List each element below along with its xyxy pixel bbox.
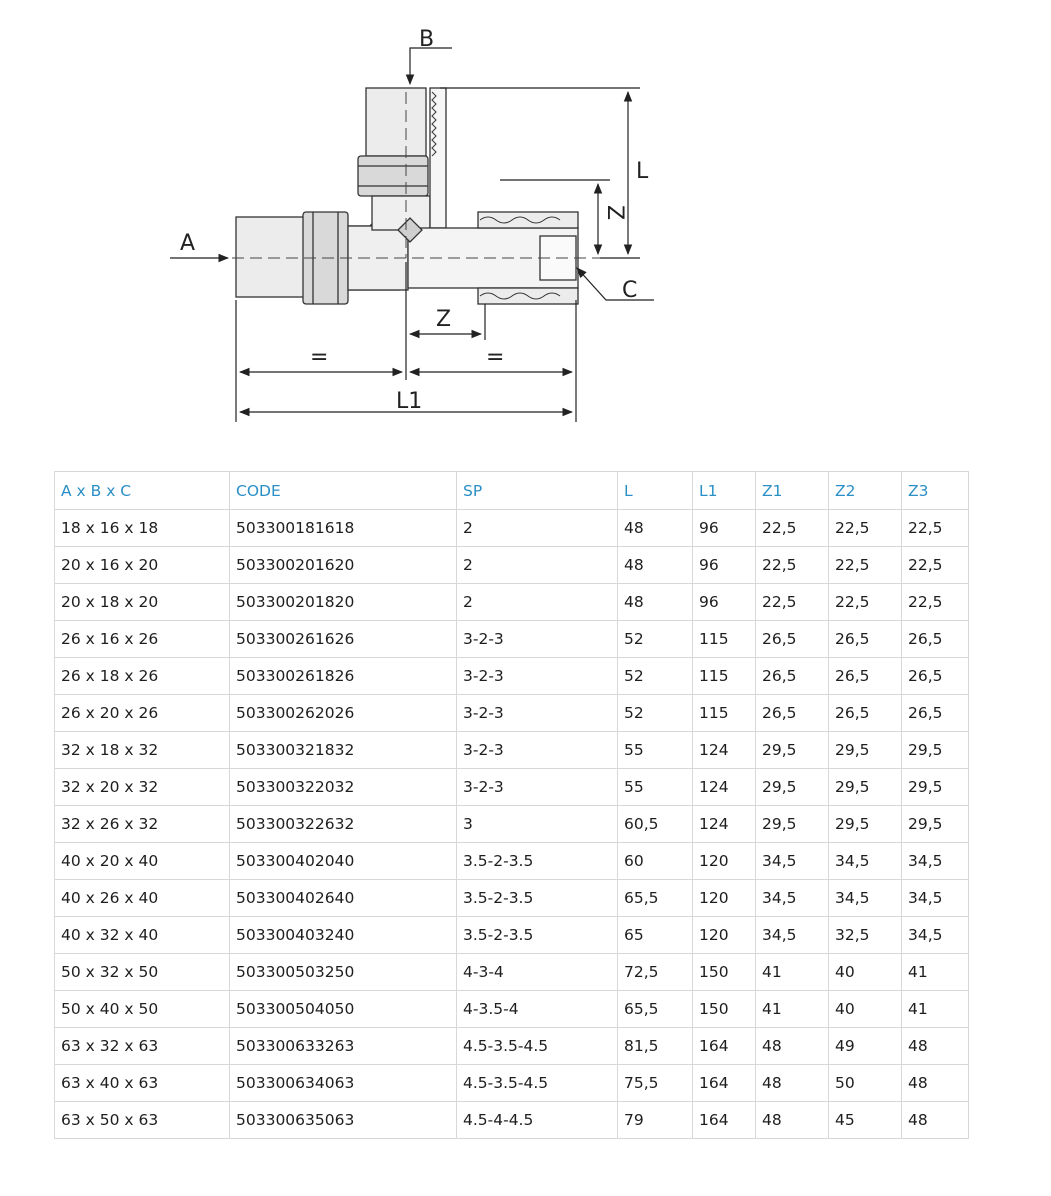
table-cell: 40 x 20 x 40 (55, 843, 230, 880)
table-cell: 120 (693, 880, 756, 917)
table-cell: 49 (829, 1028, 902, 1065)
column-header: Z1 (756, 472, 829, 510)
table-cell: 41 (902, 991, 969, 1028)
table-row (55, 1102, 969, 1139)
label-l: L (636, 159, 649, 184)
table-cell: 34,5 (829, 880, 902, 917)
table-row (55, 510, 969, 547)
table-cell: 503300261626 (230, 621, 457, 658)
table-cell: 60,5 (618, 806, 693, 843)
table-cell: 164 (693, 1065, 756, 1102)
table-cell: 22,5 (829, 547, 902, 584)
table-cell: 22,5 (902, 584, 969, 621)
label-z-vertical: Z (602, 205, 627, 221)
table-cell: 503300322032 (230, 769, 457, 806)
table-cell: 50 x 40 x 50 (55, 991, 230, 1028)
table-cell: 65,5 (618, 991, 693, 1028)
table-cell: 29,5 (756, 732, 829, 769)
label-b: B (419, 27, 435, 52)
table-row (55, 1065, 969, 1102)
table-cell: 150 (693, 954, 756, 991)
table-cell: 26,5 (756, 695, 829, 732)
table-cell: 124 (693, 732, 756, 769)
label-c: C (622, 278, 638, 303)
table-cell: 29,5 (902, 806, 969, 843)
table-cell: 503300402640 (230, 880, 457, 917)
table-cell: 4.5-3.5-4.5 (457, 1028, 618, 1065)
table-cell: 4-3-4 (457, 954, 618, 991)
table-cell: 3-2-3 (457, 769, 618, 806)
column-header: Z3 (902, 472, 969, 510)
table-cell: 40 (829, 991, 902, 1028)
table-cell: 4.5-4-4.5 (457, 1102, 618, 1139)
table-cell: 20 x 16 x 20 (55, 547, 230, 584)
table-cell: 22,5 (756, 584, 829, 621)
table-cell: 34,5 (756, 917, 829, 954)
table-cell: 52 (618, 695, 693, 732)
column-header: L (618, 472, 693, 510)
table-cell: 503300201620 (230, 547, 457, 584)
table-cell: 32 x 18 x 32 (55, 732, 230, 769)
table-row (55, 880, 969, 917)
table-cell: 22,5 (756, 510, 829, 547)
table-cell: 52 (618, 621, 693, 658)
table-header-row (55, 472, 969, 510)
table-row (55, 991, 969, 1028)
table-cell: 26,5 (902, 695, 969, 732)
table-cell: 34,5 (902, 880, 969, 917)
table-cell: 50 x 32 x 50 (55, 954, 230, 991)
table-cell: 48 (902, 1028, 969, 1065)
table-cell: 2 (457, 547, 618, 584)
column-header: SP (457, 472, 618, 510)
table-row (55, 806, 969, 843)
table-cell: 150 (693, 991, 756, 1028)
table-cell: 29,5 (829, 769, 902, 806)
table-cell: 29,5 (756, 806, 829, 843)
table-cell: 22,5 (829, 584, 902, 621)
label-l1: L1 (396, 389, 423, 414)
label-equal-right: = (486, 345, 505, 370)
table-cell: 29,5 (829, 732, 902, 769)
table-cell: 41 (902, 954, 969, 991)
table-cell: 32 x 26 x 32 (55, 806, 230, 843)
table-cell: 26,5 (829, 621, 902, 658)
table-cell: 2 (457, 584, 618, 621)
table-cell: 164 (693, 1102, 756, 1139)
table-cell: 22,5 (756, 547, 829, 584)
table-cell: 40 (829, 954, 902, 991)
table-cell: 75,5 (618, 1065, 693, 1102)
table-cell: 48 (618, 584, 693, 621)
table-row (55, 769, 969, 806)
fitting-body (236, 88, 578, 304)
table-cell: 503300633263 (230, 1028, 457, 1065)
label-z-horizontal: Z (436, 307, 452, 332)
column-header: L1 (693, 472, 756, 510)
table-cell: 4.5-3.5-4.5 (457, 1065, 618, 1102)
table-cell: 503300261826 (230, 658, 457, 695)
table-row (55, 695, 969, 732)
table-cell: 48 (756, 1028, 829, 1065)
table-cell: 503300403240 (230, 917, 457, 954)
table-cell: 3-2-3 (457, 695, 618, 732)
table-row (55, 732, 969, 769)
table-cell: 41 (756, 954, 829, 991)
table-cell: 45 (829, 1102, 902, 1139)
table-cell: 34,5 (756, 880, 829, 917)
table-cell: 29,5 (902, 769, 969, 806)
table-cell: 22,5 (902, 510, 969, 547)
table-cell: 63 x 50 x 63 (55, 1102, 230, 1139)
table-cell: 60 (618, 843, 693, 880)
column-header: A x B x C (55, 472, 230, 510)
table-row (55, 843, 969, 880)
table-cell: 29,5 (756, 769, 829, 806)
table-cell: 503300402040 (230, 843, 457, 880)
table-cell: 503300635063 (230, 1102, 457, 1139)
table-cell: 3 (457, 806, 618, 843)
table-cell: 3-2-3 (457, 732, 618, 769)
table-cell: 32,5 (829, 917, 902, 954)
table-cell: 120 (693, 843, 756, 880)
table-cell: 115 (693, 695, 756, 732)
table-cell: 55 (618, 769, 693, 806)
table-row (55, 621, 969, 658)
column-header: Z2 (829, 472, 902, 510)
table-cell: 48 (756, 1065, 829, 1102)
table-row (55, 954, 969, 991)
table-cell: 26 x 20 x 26 (55, 695, 230, 732)
table-cell: 79 (618, 1102, 693, 1139)
table-cell: 3.5-2-3.5 (457, 880, 618, 917)
table-cell: 48 (902, 1102, 969, 1139)
table-cell: 48 (618, 510, 693, 547)
table-cell: 120 (693, 917, 756, 954)
table-cell: 34,5 (902, 843, 969, 880)
table-cell: 48 (756, 1102, 829, 1139)
table-cell: 124 (693, 769, 756, 806)
table-cell: 34,5 (902, 917, 969, 954)
table-cell: 26,5 (829, 658, 902, 695)
label-equal-left: = (310, 345, 329, 370)
table-cell: 96 (693, 547, 756, 584)
table-row (55, 584, 969, 621)
table-cell: 26,5 (829, 695, 902, 732)
table-cell: 124 (693, 806, 756, 843)
table-cell: 55 (618, 732, 693, 769)
table-cell: 22,5 (829, 510, 902, 547)
table-cell: 18 x 16 x 18 (55, 510, 230, 547)
table-cell: 63 x 40 x 63 (55, 1065, 230, 1102)
table-row (55, 658, 969, 695)
table-cell: 503300322632 (230, 806, 457, 843)
table-cell: 503300201820 (230, 584, 457, 621)
table-row (55, 1028, 969, 1065)
table-row (55, 917, 969, 954)
label-a: A (180, 231, 196, 256)
table-cell: 96 (693, 510, 756, 547)
table-cell: 22,5 (902, 547, 969, 584)
table-cell: 503300503250 (230, 954, 457, 991)
table-cell: 3-2-3 (457, 658, 618, 695)
table-cell: 503300181618 (230, 510, 457, 547)
table-cell: 2 (457, 510, 618, 547)
table-cell: 29,5 (902, 732, 969, 769)
table-cell: 20 x 18 x 20 (55, 584, 230, 621)
table-cell: 81,5 (618, 1028, 693, 1065)
table-cell: 34,5 (756, 843, 829, 880)
table-cell: 48 (618, 547, 693, 584)
table-cell: 3.5-2-3.5 (457, 843, 618, 880)
table-cell: 40 x 32 x 40 (55, 917, 230, 954)
table-cell: 503300634063 (230, 1065, 457, 1102)
column-header: CODE (230, 472, 457, 510)
table-cell: 164 (693, 1028, 756, 1065)
table-cell: 115 (693, 621, 756, 658)
dimensions-table (54, 471, 969, 1139)
table-cell: 3-2-3 (457, 621, 618, 658)
table-cell: 34,5 (829, 843, 902, 880)
table-cell: 26,5 (756, 658, 829, 695)
table-cell: 29,5 (829, 806, 902, 843)
table-cell: 65 (618, 917, 693, 954)
table-cell: 26 x 18 x 26 (55, 658, 230, 695)
table-cell: 72,5 (618, 954, 693, 991)
table-cell: 115 (693, 658, 756, 695)
table-cell: 26,5 (756, 621, 829, 658)
table-cell: 96 (693, 584, 756, 621)
table-cell: 41 (756, 991, 829, 1028)
table-cell: 26,5 (902, 658, 969, 695)
table-cell: 63 x 32 x 63 (55, 1028, 230, 1065)
table-cell: 40 x 26 x 40 (55, 880, 230, 917)
table-cell: 65,5 (618, 880, 693, 917)
table-cell: 503300504050 (230, 991, 457, 1028)
table-cell: 32 x 20 x 32 (55, 769, 230, 806)
table-cell: 503300321832 (230, 732, 457, 769)
table-row (55, 547, 969, 584)
table-cell: 26,5 (902, 621, 969, 658)
table-cell: 4-3.5-4 (457, 991, 618, 1028)
table-cell: 503300262026 (230, 695, 457, 732)
table-cell: 48 (902, 1065, 969, 1102)
table-cell: 26 x 16 x 26 (55, 621, 230, 658)
tee-fitting-drawing (150, 15, 670, 425)
table-cell: 50 (829, 1065, 902, 1102)
table-cell: 3.5-2-3.5 (457, 917, 618, 954)
table-cell: 52 (618, 658, 693, 695)
